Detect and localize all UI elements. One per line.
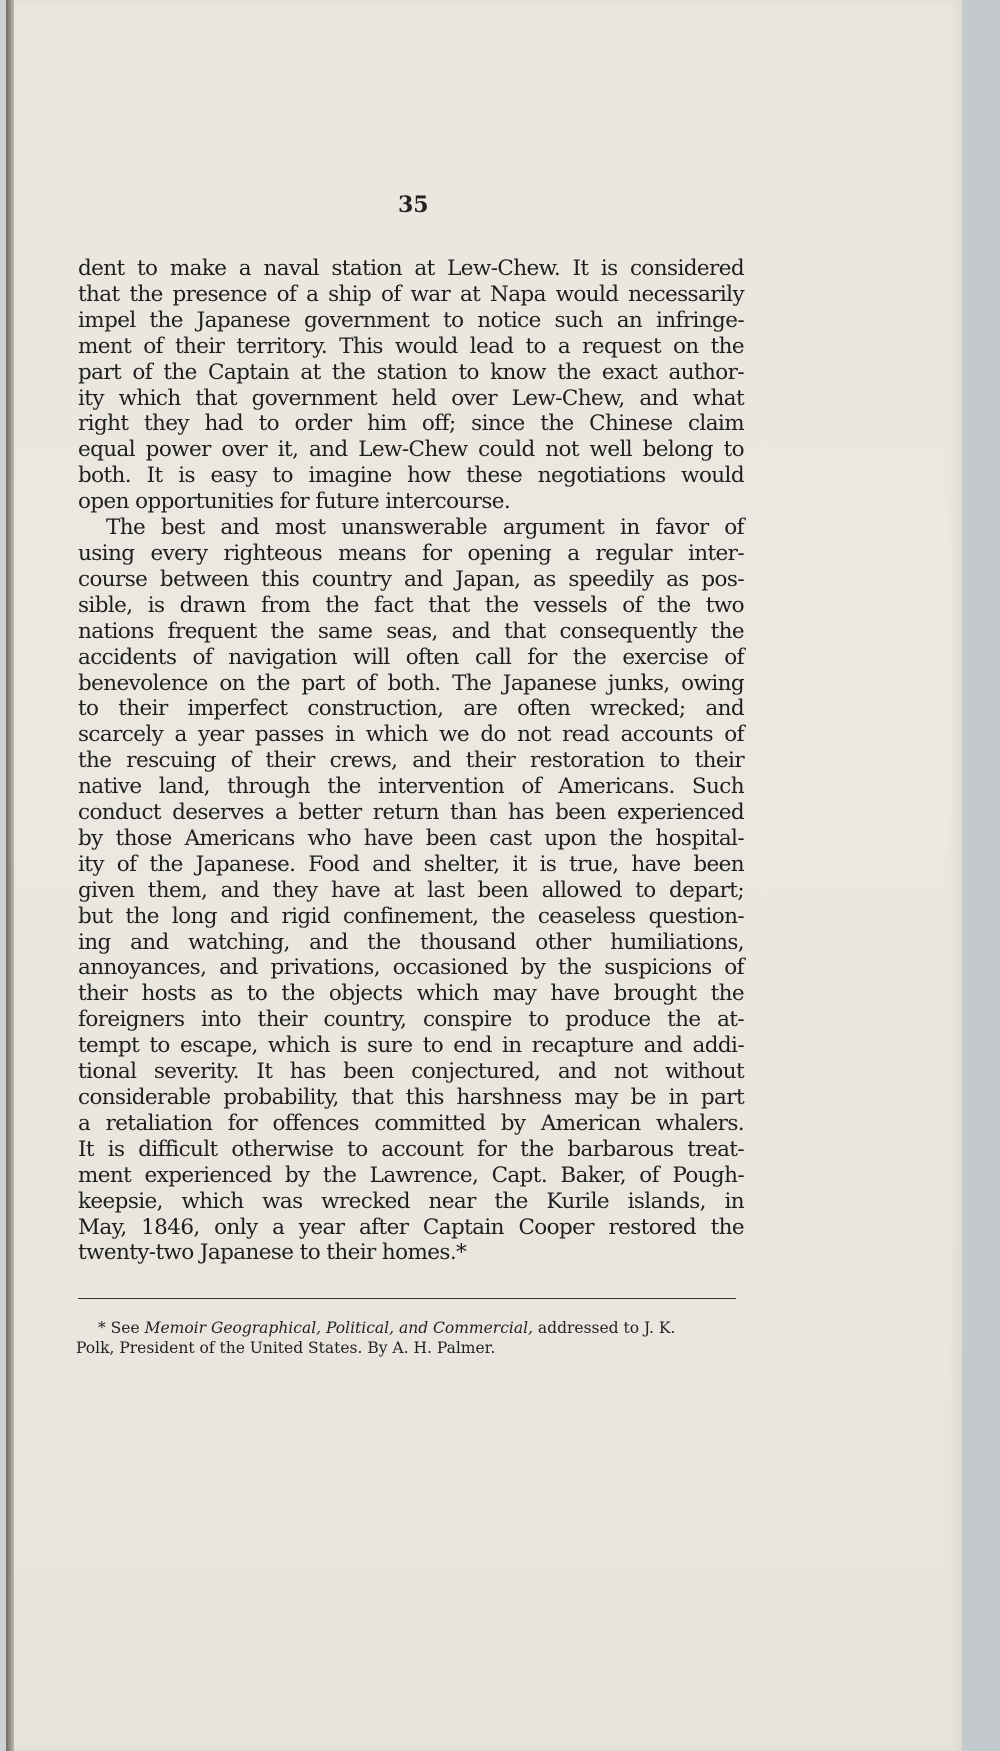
footnote-divider	[78, 1298, 736, 1299]
text-line: ity of the Japanese. Food and shelter, it is true, have been	[78, 851, 744, 877]
text-line: sible, is drawn from the fact that the vessels of the two	[78, 592, 744, 618]
text-line: foreigners into their country, conspire to produce the at-	[78, 1007, 744, 1033]
text-line: scarcely a year passes in which we do not read accounts of	[78, 722, 744, 748]
text-line: that the presence of a ship of war at Napa would necessarily	[78, 281, 744, 307]
text-line: to their imperfect construction, are often wrecked; and	[78, 696, 744, 722]
text-line: tional severity. It has been conjectured, and not without	[78, 1059, 744, 1085]
footnote-line-1	[76, 1318, 756, 1338]
footnote-line-2: Polk, President of the United States. By A. H. Palmer.	[76, 1339, 496, 1357]
text-line: native land, through the intervention of Americans. Such	[78, 774, 744, 800]
text-line: ing and watching, and the thousand other humiliations,	[78, 929, 744, 955]
text-line: impel the Japanese government to notice such an infringe-	[78, 307, 744, 333]
text-line: May, 1846, only a year after Captain Cooper restored the	[78, 1214, 744, 1240]
text-line: The best and most unanswerable argument in favor of	[106, 515, 744, 541]
book-page	[6, 0, 962, 1751]
text-line: equal power over it, and Lew-Chew could not well belong to	[78, 437, 744, 463]
text-line: part of the Captain at the station to know the exact author-	[78, 359, 744, 385]
book-spine-edge	[6, 0, 14, 1751]
text-line: using every righteous means for opening a regular inter-	[78, 540, 744, 566]
text-line: nations frequent the same seas, and that consequently the	[78, 618, 744, 644]
text-line: It is difficult otherwise to account for the barbarous treat-	[78, 1136, 744, 1162]
text-line: right they had to order him off; since the Chinese claim	[78, 411, 744, 437]
text-line: ity which that government held over Lew-Chew, and what	[78, 385, 744, 411]
text-line: the rescuing of their crews, and their restoration to their	[78, 748, 744, 774]
text-line: given them, and they have at last been allowed to depart;	[78, 877, 744, 903]
text-line: keepsie, which was wrecked near the Kurile islands, in	[78, 1188, 744, 1214]
text-line: conduct deserves a better return than has been experienced	[78, 800, 744, 826]
footnote-prefix: * See	[98, 1319, 145, 1337]
text-line: accidents of navigation will often call for the exercise of	[78, 644, 744, 670]
text-line: by those Americans who have been cast upon the hospital-	[78, 825, 744, 851]
page-number: 35	[398, 192, 429, 218]
text-line: considerable probability, that this harshness may be in part	[78, 1085, 744, 1110]
text-line: both. It is easy to imagine how these negotiations would	[78, 463, 744, 489]
text-line: their hosts as to the objects which may have brought the	[78, 981, 744, 1007]
text-line: benevolence on the part of both. The Japanese junks, owing	[78, 670, 744, 696]
footnote-rest: addressed to J. K.	[532, 1319, 676, 1337]
text-line: course between this country and Japan, as speedily as pos-	[78, 566, 744, 592]
text-line: dent to make a naval station at Lew-Chew. It is considered	[78, 256, 744, 281]
text-line: but the long and rigid confinement, the ceaseless question-	[78, 903, 744, 929]
text-line: twenty-two Japanese to their homes.*	[78, 1240, 467, 1266]
footnote-title: Memoir Geographical, Political, and Commercial,	[144, 1319, 533, 1337]
text-line: open opportunities for future intercourse.	[78, 489, 511, 515]
body-text	[78, 256, 744, 1266]
text-line: ment experienced by the Lawrence, Capt. Baker, of Pough-	[78, 1162, 744, 1188]
background-surface	[962, 0, 1000, 1751]
text-line: tempt to escape, which is sure to end in recapture and addi-	[78, 1033, 744, 1059]
text-line: annoyances, and privations, occasioned by the suspicions of	[78, 955, 744, 981]
text-line: a retaliation for offences committed by American whalers.	[78, 1110, 744, 1136]
text-line: ment of their territory. This would lead to a request on the	[78, 333, 744, 359]
footnote	[76, 1318, 756, 1358]
